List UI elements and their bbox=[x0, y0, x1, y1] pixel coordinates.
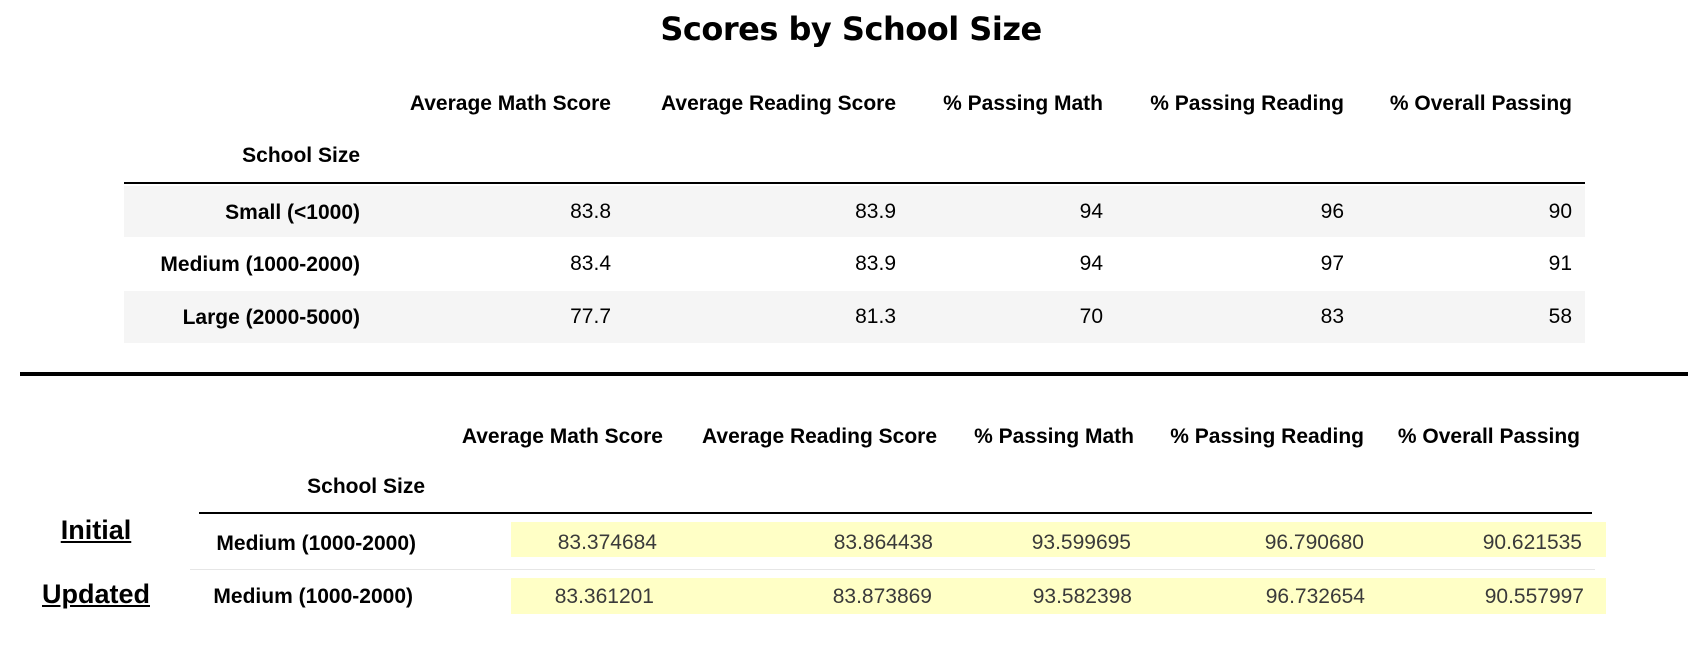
t2-cell: 83.361201 bbox=[554, 585, 654, 608]
t2-index-name: School Size bbox=[307, 475, 425, 498]
page-title: Scores by School Size bbox=[660, 10, 1042, 48]
t1-row-label: Medium (1000-2000) bbox=[160, 253, 360, 276]
t1-cell: 94 bbox=[1079, 200, 1103, 223]
t2-row-separator bbox=[190, 569, 1595, 570]
t1-cell: 96 bbox=[1320, 200, 1344, 223]
t2-header-avg-reading: Average Reading Score bbox=[702, 425, 937, 448]
t2-header-pct-reading: % Passing Reading bbox=[1170, 425, 1364, 448]
t2-row-label: Medium (1000-2000) bbox=[216, 532, 416, 555]
t1-cell: 83.9 bbox=[855, 252, 896, 275]
t1-cell: 90 bbox=[1548, 200, 1572, 223]
t2-header-pct-overall: % Overall Passing bbox=[1397, 425, 1580, 448]
t1-cell: 97 bbox=[1320, 252, 1344, 275]
t1-header-avg-reading: Average Reading Score bbox=[661, 92, 896, 115]
t1-cell: 83.9 bbox=[855, 200, 896, 223]
t1-header-rule bbox=[124, 182, 1585, 184]
t2-header-rule bbox=[199, 512, 1592, 514]
t1-header-pct-reading: % Passing Reading bbox=[1150, 92, 1344, 115]
t1-header-pct-math: % Passing Math bbox=[943, 92, 1103, 115]
t2-cell: 93.582398 bbox=[1032, 585, 1132, 608]
t2-cell: 93.599695 bbox=[1031, 531, 1131, 554]
t1-cell: 83.8 bbox=[570, 200, 611, 223]
t1-cell: 91 bbox=[1548, 252, 1572, 275]
t2-cell: 96.732654 bbox=[1265, 585, 1365, 608]
t1-cell: 83 bbox=[1320, 305, 1344, 328]
section-divider bbox=[20, 372, 1688, 376]
t2-cell: 83.864438 bbox=[833, 531, 933, 554]
t1-cell: 94 bbox=[1079, 252, 1103, 275]
t1-header-pct-overall: % Overall Passing bbox=[1389, 92, 1572, 115]
updated-label: Updated bbox=[42, 579, 150, 609]
t1-index-name: School Size bbox=[242, 144, 360, 167]
t2-cell: 83.374684 bbox=[557, 531, 657, 554]
t1-cell: 81.3 bbox=[855, 305, 896, 328]
t1-cell: 70 bbox=[1079, 305, 1103, 328]
t2-header-pct-math: % Passing Math bbox=[974, 425, 1134, 448]
t1-cell: 77.7 bbox=[570, 305, 611, 328]
t1-header-avg-math: Average Math Score bbox=[409, 92, 611, 115]
t1-cell: 83.4 bbox=[570, 252, 611, 275]
t1-cell: 58 bbox=[1548, 305, 1572, 328]
t1-row-label: Small (<1000) bbox=[225, 201, 360, 224]
t2-cell: 90.621535 bbox=[1482, 531, 1582, 554]
t2-header-avg-math: Average Math Score bbox=[461, 425, 663, 448]
t2-cell: 96.790680 bbox=[1264, 531, 1364, 554]
t2-cell: 83.873869 bbox=[832, 585, 932, 608]
t2-row-label: Medium (1000-2000) bbox=[213, 585, 413, 608]
t2-cell: 90.557997 bbox=[1484, 585, 1584, 608]
t1-row-label: Large (2000-5000) bbox=[182, 306, 360, 329]
initial-label: Initial bbox=[60, 515, 132, 545]
